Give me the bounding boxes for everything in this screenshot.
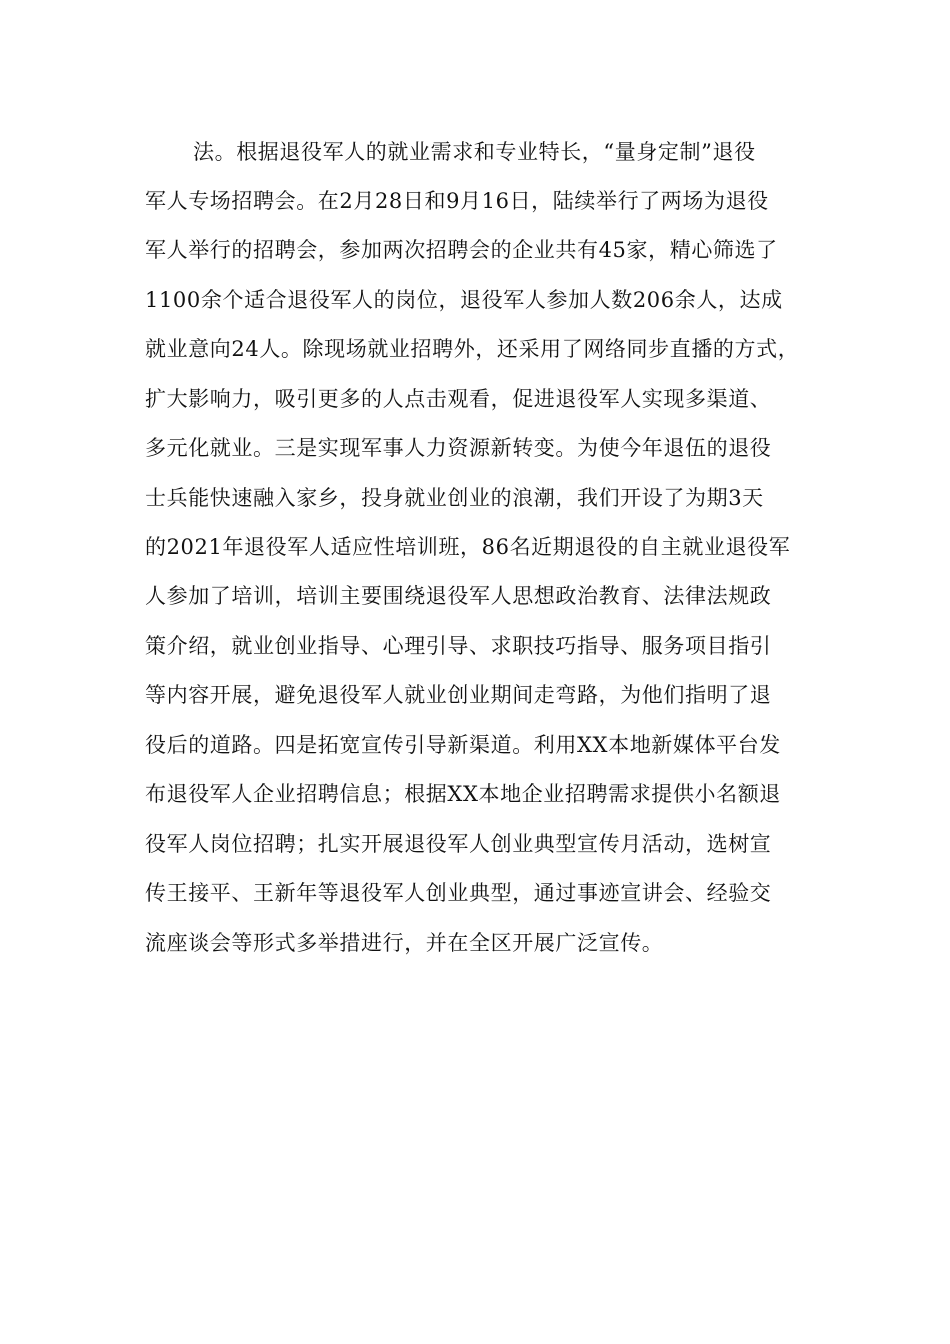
text-line-10: 人参加了培训，培训主要围绕退役军人思想政治教育、法律法规政 (145, 584, 772, 608)
text-line-9: 的2021年退役军人适应性培训班，86名近期退役的自主就业退役军 (145, 535, 791, 559)
text-line-5: 就业意向24人。除现场就业招聘外，还采用了网络同步直播的方式， (145, 337, 800, 361)
text-line-4: 1100余个适合退役军人的岗位，退役军人参加人数206余人，达成 (145, 288, 783, 312)
text-line-16: 传王接平、王新年等退役军人创业典型，通过事迹宣讲会、经验交 (145, 881, 772, 905)
text-line-2: 军人专场招聘会。在2月28日和9月16日，陆续举行了两场为退役 (145, 189, 769, 213)
text-line-15: 役军人岗位招聘；扎实开展退役军人创业典型宣传月活动，选树宣 (145, 832, 772, 856)
text-line-11: 策介绍，就业创业指导、心理引导、求职技巧指导、服务项目指引 (145, 634, 772, 658)
text-line-14: 布退役军人企业招聘信息；根据XX本地企业招聘需求提供小名额退 (145, 782, 781, 806)
text-line-1: 法。根据退役军人的就业需求和专业特长，“量身定制”退役 (193, 140, 756, 164)
text-line-12: 等内容开展，避免退役军人就业创业期间走弯路，为他们指明了退 (145, 683, 772, 707)
text-line-7: 多元化就业。三是实现军事人力资源新转变。为使今年退伍的退役 (145, 436, 772, 460)
text-line-6: 扩大影响力，吸引更多的人点击观看，促进退役军人实现多渠道、 (145, 387, 772, 411)
text-line-3: 军人举行的招聘会，参加两次招聘会的企业共有45家，精心筛选了 (145, 238, 778, 262)
text-line-8: 士兵能快速融入家乡，投身就业创业的浪潮，我们开设了为期3天 (145, 486, 764, 510)
text-line-13: 役后的道路。四是拓宽宣传引导新渠道。利用XX本地新媒体平台发 (145, 733, 781, 757)
text-line-17: 流座谈会等形式多举措进行，并在全区开展广泛宣传。 (145, 931, 664, 955)
